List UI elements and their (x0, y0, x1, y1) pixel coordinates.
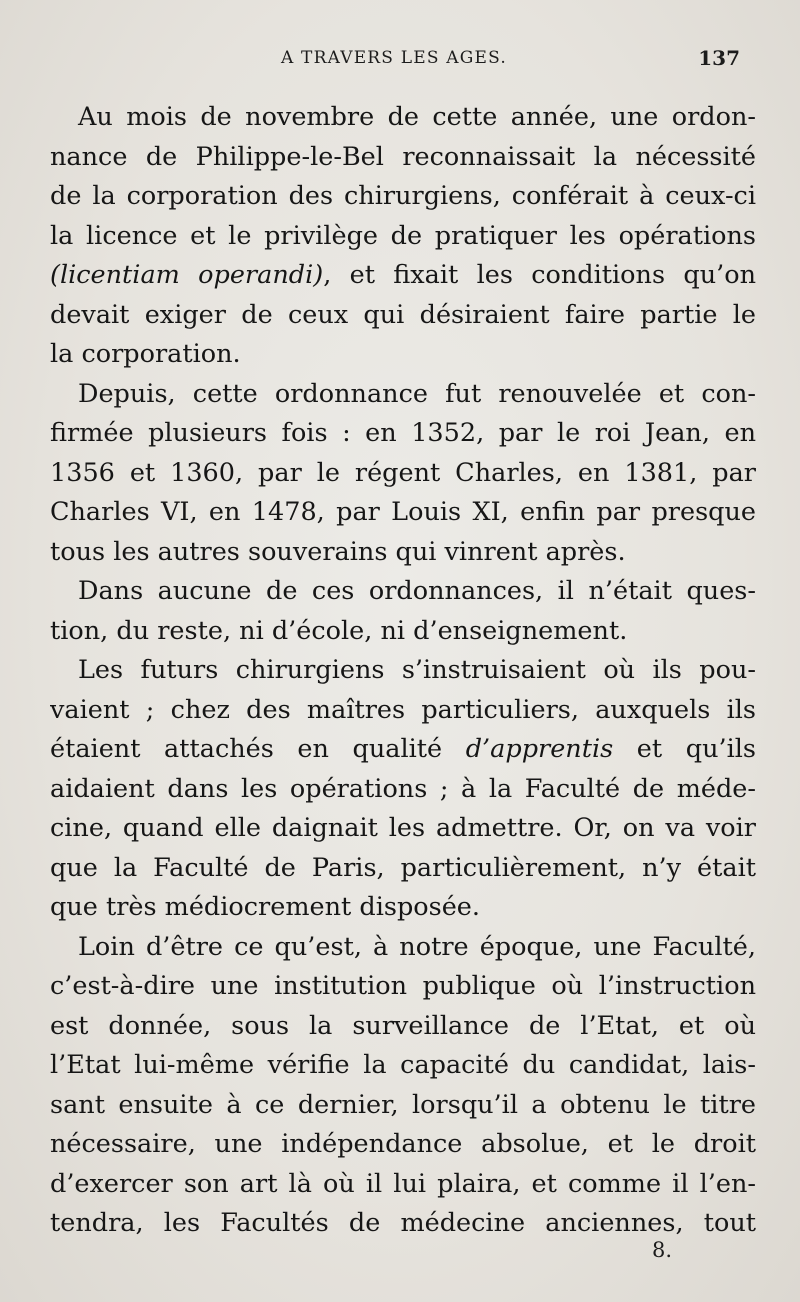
line-text: vaient ; chez des maîtres particuliers, auxquels ils (50, 694, 756, 725)
text-line (50, 256, 756, 296)
line-text: que la Faculté de Paris, particulièrement, n’y était (50, 852, 756, 883)
text-line (50, 454, 756, 494)
line-text: de la corporation des chirurgiens, conférait à ceux-ci (50, 181, 756, 211)
text-line (50, 888, 756, 928)
text-line (50, 1204, 756, 1244)
line-text: est donnée, sous la surveillance de l’Etat, et où (50, 1010, 756, 1041)
text-line (50, 1046, 756, 1086)
italic-text: d’apprentis (465, 734, 614, 764)
line-text: nécessaire, une indépendance absolue, et le droit (50, 1129, 756, 1159)
line-text: tous les autres souverains qui vinrent après. (50, 536, 626, 567)
line-text: Charles VI, en 1478, par Louis XI, enfin par presque (50, 497, 756, 527)
line-text: Loin d’être ce qu’est, à notre époque, une Faculté, (78, 931, 756, 962)
text-line (50, 375, 756, 415)
text-line (50, 691, 756, 731)
text-line (50, 572, 756, 612)
text-line (50, 335, 756, 375)
text-line (50, 98, 756, 138)
text-line (50, 533, 756, 573)
text-line (50, 414, 756, 454)
line-text: sant ensuite à ce dernier, lorsqu’il a obtenu le titre (50, 1089, 756, 1120)
text-line (50, 928, 756, 968)
signature-mark: 8. (652, 1238, 673, 1262)
line-text: c’est-à-dire une institution publique où l’instruction (50, 971, 756, 1001)
page-number: 137 (698, 46, 740, 70)
line-text: firmée plusieurs fois : en 1352, par le roi Jean, en (50, 418, 756, 448)
text-line (50, 177, 756, 217)
line-text: tion, du reste, ni d’école, ni d’enseignement. (50, 615, 628, 646)
line-text: Dans aucune de ces ordonnances, il n’était ques- (78, 576, 756, 606)
italic-text: (licentiam operandi) (50, 260, 324, 290)
line-text: l’Etat lui-même vérifie la capacité du candidat, lais- (50, 1050, 756, 1080)
line-text: d’exercer son art là où il lui plaira, et comme il l’en- (50, 1168, 756, 1199)
line-text: la licence et le privilège de pratiquer les opérations (50, 220, 756, 251)
line-text: tendra, les Facultés de médecine anciennes, tout (50, 1208, 756, 1238)
text-line (50, 849, 756, 889)
text-line (50, 967, 756, 1007)
line-text: Au mois de novembre de cette année, une ordon- (78, 102, 756, 132)
line-text: cine, quand elle daignait les admettre. Or, on va voir (50, 813, 756, 843)
text-line (50, 138, 756, 178)
line-text: devait exiger de ceux qui désiraient faire partie le (50, 299, 756, 330)
line-text: 1356 et 1360, par le régent Charles, en 1381, par (50, 457, 756, 488)
line-text: étaient attachés en qualité (50, 734, 466, 764)
line-text: , et fixait les conditions qu’on (323, 260, 756, 290)
text-line (50, 809, 756, 849)
text-line (50, 493, 756, 533)
body-text (50, 98, 756, 1244)
text-line (50, 1125, 756, 1165)
line-text: nance de Philippe-le-Bel reconnaissait la nécessité (50, 141, 756, 172)
text-line (50, 217, 756, 257)
line-text: et qu’ils (613, 734, 756, 764)
line-text: la corporation. (50, 339, 241, 369)
text-line (50, 1165, 756, 1205)
running-head: A TRAVERS LES AGES. (280, 48, 508, 68)
text-line (50, 296, 756, 336)
text-line (50, 730, 756, 770)
line-text: Les futurs chirurgiens s’instruisaient où ils pou- (78, 655, 756, 685)
line-text: Depuis, cette ordonnance fut renouvelée et con- (78, 378, 756, 409)
text-line (50, 770, 756, 810)
text-line (50, 1007, 756, 1047)
text-line (50, 612, 756, 652)
line-text: que très médiocrement disposée. (50, 892, 480, 922)
text-line (50, 651, 756, 691)
page-header (48, 44, 740, 74)
line-text: aidaient dans les opérations ; à la Faculté de méde- (50, 773, 756, 804)
text-line (50, 1086, 756, 1126)
